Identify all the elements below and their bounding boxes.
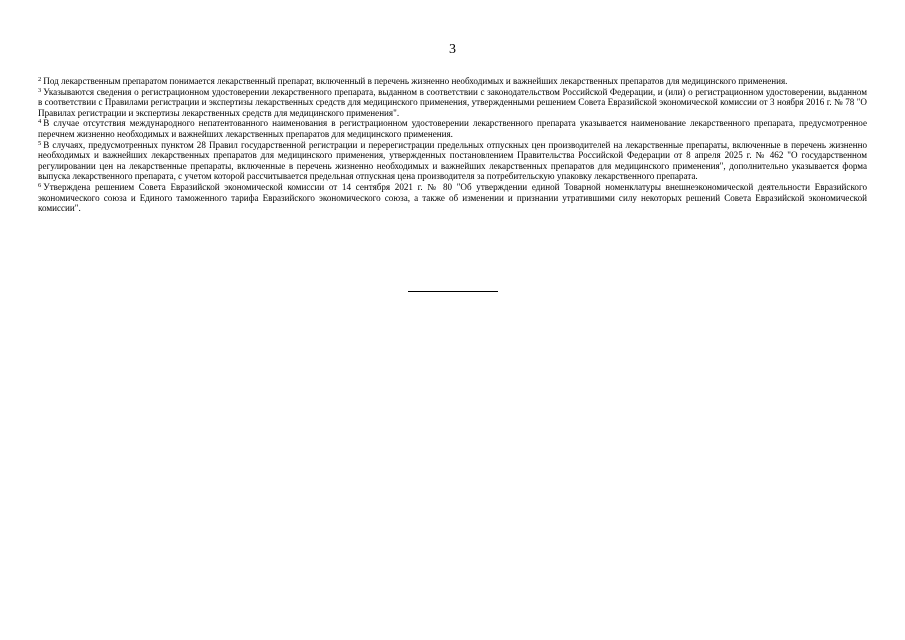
footnote-2: [38, 76, 867, 87]
footnote-text: В случаях, предусмотренных пунктом 28 Правил государственной регистрации и перерегистрации предельных отпускных цен производителей на лекарственные препараты, включенные в перечень жизненно необходимых и важнейших лекарственных препаратов для медицинского применения, утвержденных постановлением Правительства Российской Федерации от 8 апреля 2025 г. № 462 "О государственном регулировании цен на лекарственные препараты, включенные в перечень жизненно необходимых и важнейших лекарственных препаратов для медицинского применения", дополнительно указывается форма выпуска лекарственного препарата, с учетом которой рассчитывается предельная отпускная цена производителя за потребительскую упаковку лекарственного препарата.: [38, 139, 867, 182]
footnote-text: Под лекарственным препаратом понимается лекарственный препарат, включенный в перечень жизненно необходимых и важнейших лекарственных препаратов для медицинского применения.: [43, 76, 788, 86]
page-number: 3: [449, 42, 456, 57]
footnote-marker: 6: [38, 181, 42, 189]
footnote-marker: 3: [38, 86, 42, 94]
footnote-5: [38, 140, 867, 182]
document-end-rule: [408, 291, 498, 292]
footnote-3: [38, 87, 867, 119]
footnote-6: [38, 182, 867, 214]
footnote-text: Утверждена решением Совета Евразийской экономической комиссии от 14 сентября 2021 г. № 80 "Об утверждении единой Товарной номенклатуры внешнеэкономической деятельности Евразийского экономического союза и Единого таможенного тарифа Евразийского экономического союза, а также об изменении и признании утратившими силу некоторых решений Совета Евразийской экономической комиссии".: [38, 181, 867, 214]
footnote-marker: 2: [38, 76, 42, 83]
footnote-text: Указываются сведения о регистрационном удостоверении лекарственного препарата, выданном в соответствии с законодательством Российской Федерации, и (или) о регистрационном удостоверении, выданном в соответствии с Правилами регистрации и экспертизы лекарственных средств для медицинского применения, утвержденными решением Совета Евразийской экономической комиссии от 3 ноября 2016 г. № 78 "О Правилах регистрации и экспертизы лекарственных средств для медицинского применения".: [38, 86, 867, 118]
footnote-marker: 4: [38, 118, 42, 126]
footnote-marker: 5: [38, 139, 42, 147]
footnote-4: [38, 118, 867, 139]
footnotes-section: [38, 76, 867, 214]
footnote-text: В случае отсутствия международного непатентованного наименования в регистрационном удостоверении лекарственного препарата указывается наименование лекарственного препарата, предусмотренное перечнем жизненно необходимых и важнейших лекарственных препаратов для медицинского применения.: [38, 118, 867, 139]
